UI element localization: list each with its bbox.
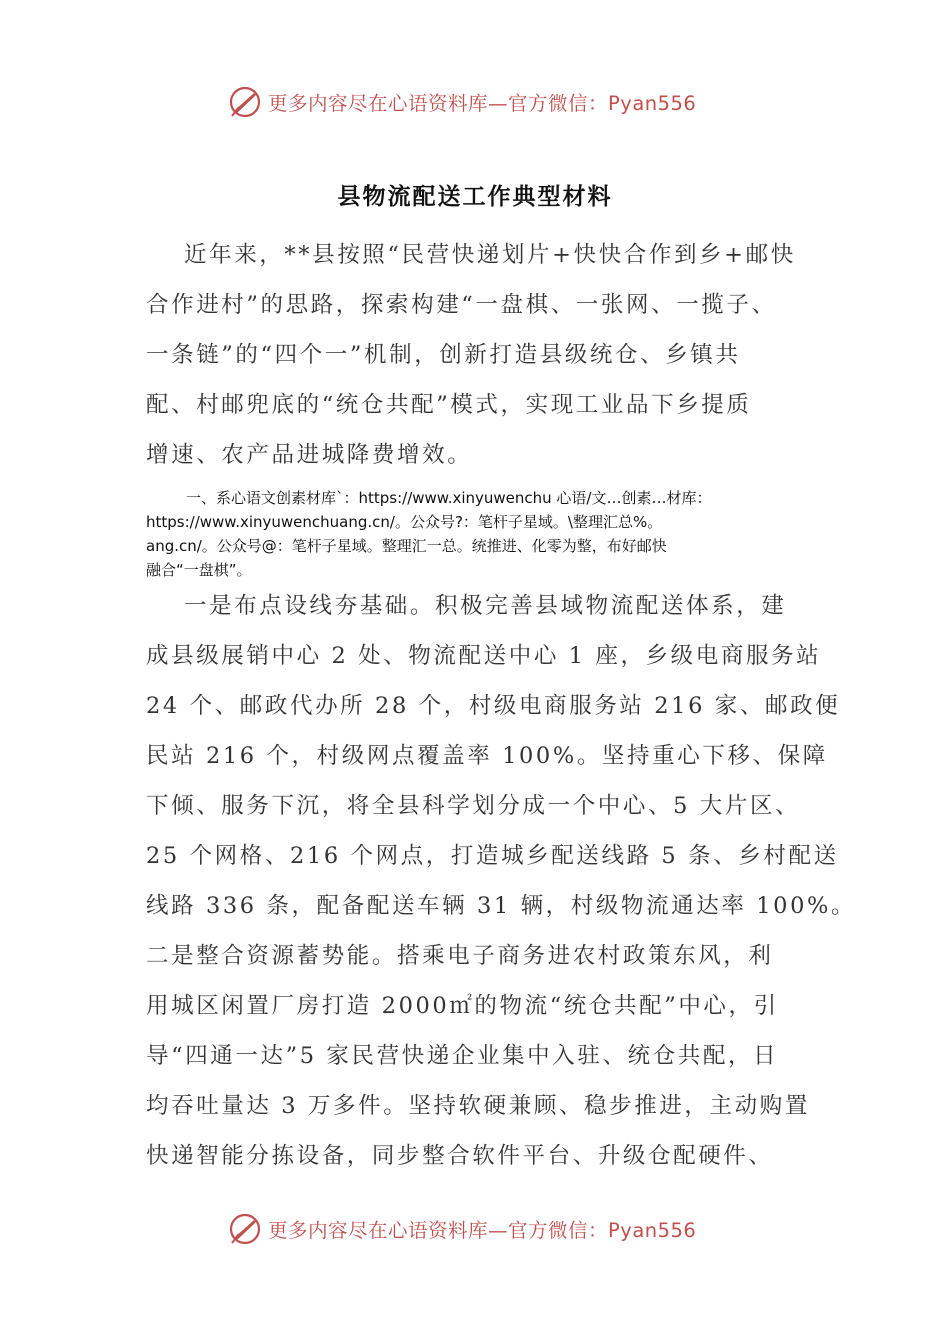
wechat-id: Pyan556 <box>608 92 697 115</box>
text-line: 25 个网格、216 个网点，打造城乡配送线路 5 条、乡村配送 <box>146 843 839 869</box>
body-paragraph <box>146 581 857 1181</box>
text-line: 融合“一盘棋”。 <box>146 561 252 579</box>
text-line: 配、村邮兜底的“统仓共配”模式，实现工业品下乡提质 <box>146 392 752 418</box>
text-line: 一是布点设线夯基础。积极完善县域物流配送体系，建 <box>184 593 787 619</box>
text-line: 近年来，**县按照“民营快递划片+快快合作到乡+邮快 <box>184 242 796 268</box>
banner-text: 更多内容尽在心语资料库—官方微信：Pyan556 <box>268 92 697 115</box>
text-line: 成县级展销中心 2 处、物流配送中心 1 座，乡级电商服务站 <box>146 643 822 669</box>
text-line: 用城区闲置厂房打造 2000㎡的物流“统仓共配”中心，引 <box>146 993 779 1019</box>
header-banner <box>228 82 728 122</box>
text-line: 均吞吐量达 3 万多件。坚持软硬兼顾、稳步推进，主动购置 <box>146 1093 810 1119</box>
wechat-id: Pyan556 <box>608 1219 697 1242</box>
text-line: 增速、农产品进城降费增效。 <box>146 442 473 468</box>
text-line: 合作进村”的思路，探索构建“一盘棋、一张网、一揽子、 <box>146 292 777 318</box>
pen-logo-icon <box>228 85 262 119</box>
text-line: 一条链”的“四个一”机制，创新打造县级统仓、乡镇共 <box>146 342 741 368</box>
text-line: 二是整合资源蓄势能。搭乘电子商务进农村政策东风，利 <box>146 943 774 969</box>
watermark-paragraph <box>146 486 811 582</box>
banner-text: 更多内容尽在心语资料库—官方微信：Pyan556 <box>268 1219 697 1242</box>
text-line: 一、系心语文创素材库`：https://www.xinyuwenchu 心语/文…创素…材库： <box>186 489 712 507</box>
text-line: ang.cn/。公众号@：笔杆子星域。整理汇一总。统推进、化零为整，布好邮快 <box>146 537 667 555</box>
intro-paragraph <box>146 230 808 480</box>
text-line: 快递智能分拣设备，同步整合软件平台、升级仓配硬件、 <box>146 1143 774 1169</box>
pen-logo-icon <box>228 1212 262 1246</box>
text-line: 下倾、服务下沉，将全县科学划分成一个中心、5 大片区、 <box>146 793 801 819</box>
text-line: 导“四通一达”5 家民营快递企业集中入驻、统仓共配，日 <box>146 1043 779 1069</box>
text-line: 24 个、邮政代办所 28 个，村级电商服务站 216 家、邮政便 <box>146 693 841 719</box>
text-line: https://www.xinyuwenchuang.cn/。公众号?：笔杆子星域。\整理汇总%。 <box>146 513 663 531</box>
page-title: 县物流配送工作典型材料 <box>337 183 613 210</box>
text-line: 线路 336 条，配备配送车辆 31 辆，村级物流通达率 100%。 <box>146 893 857 919</box>
footer-banner <box>228 1209 728 1249</box>
text-line: 民站 216 个，村级网点覆盖率 100%。坚持重心下移、保障 <box>146 743 828 769</box>
